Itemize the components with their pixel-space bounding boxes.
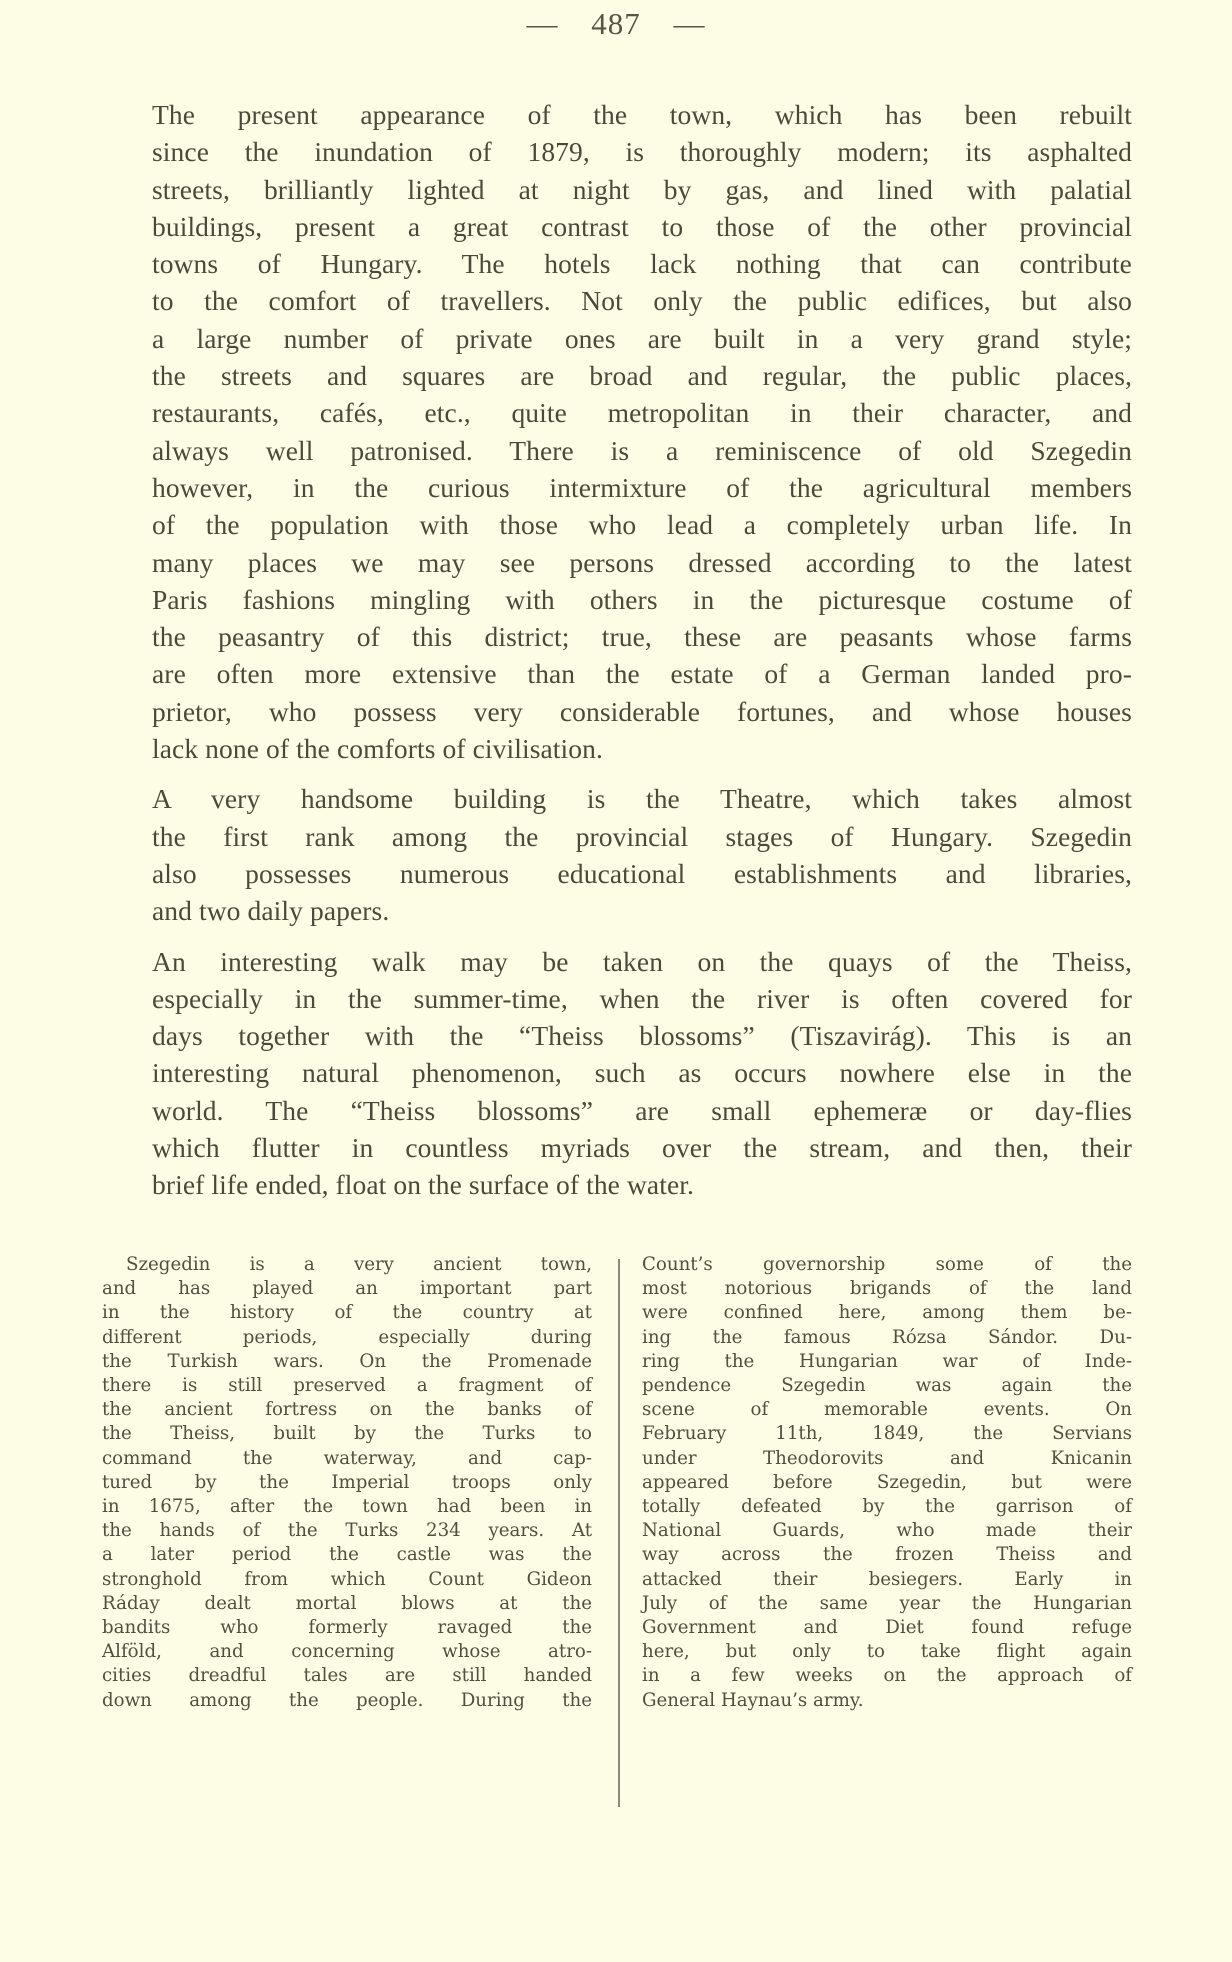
text-line: since the inundation of 1879, is thoroughly modern; its asphalted xyxy=(152,136,1132,168)
text-line: Paris fashions mingling with others in the picturesque costume of xyxy=(152,583,1132,615)
page-number: — 487 — xyxy=(526,6,706,41)
text-line: ring the Hungarian war of Inde- xyxy=(642,1350,1132,1372)
text-line: Ráday dealt mortal blows at the xyxy=(102,1592,592,1614)
text-line: towns of Hungary. The hotels lack nothing that can contribute xyxy=(152,248,1132,280)
text-line: especially in the summer-time, when the river is often covered for xyxy=(152,982,1132,1014)
text-line: brief life ended, float on the surface of the water. xyxy=(152,1169,694,1201)
text-line: lack none of the comforts of civilisation. xyxy=(152,733,603,765)
text-line: National Guards, who made their xyxy=(642,1520,1132,1542)
text-line: tured by the Imperial troops only xyxy=(102,1471,592,1493)
text-line: world. The “Theiss blossoms” are small ephemeræ or day-flies xyxy=(152,1094,1132,1126)
text-line: July of the same year the Hungarian xyxy=(642,1592,1132,1614)
paragraph-town-appearance xyxy=(100,96,1132,767)
main-text-body xyxy=(100,96,1132,1204)
text-line: streets, brilliantly lighted at night by gas, and lined with palatial xyxy=(152,173,1132,205)
text-line: A very handsome building is the Theatre, which takes almost xyxy=(152,783,1132,815)
text-line: different periods, especially during xyxy=(102,1326,592,1348)
text-line: the Turkish wars. On the Promenade xyxy=(102,1350,592,1372)
text-line: which flutter in countless myriads over the stream, and then, their xyxy=(152,1132,1132,1164)
text-line: Count’s governorship some of the xyxy=(642,1254,1132,1275)
text-line: Government and Diet found refuge xyxy=(642,1617,1132,1639)
text-line: command the waterway, and cap- xyxy=(102,1447,592,1469)
text-line: a large number of private ones are built in a very grand style; xyxy=(152,322,1132,354)
text-line: however, in the curious intermixture of the agricultural members xyxy=(152,471,1132,503)
text-line: February 11th, 1849, the Servians xyxy=(642,1423,1132,1445)
text-line: Szegedin is a very ancient town, xyxy=(126,1254,592,1275)
text-line: buildings, present a great contrast to those of the other provincial xyxy=(152,210,1132,242)
text-line: scene of memorable events. On xyxy=(642,1399,1132,1421)
paragraph-theatre xyxy=(100,780,1132,929)
text-line: under Theodorovits and Knicanin xyxy=(642,1447,1132,1469)
text-line: attacked their besiegers. Early in xyxy=(642,1568,1132,1590)
text-line: down among the people. During the xyxy=(102,1689,592,1711)
column-divider-rule xyxy=(618,1259,620,1807)
text-line: the Theiss, built by the Turks to xyxy=(102,1423,592,1445)
text-line: always well patronised. There is a reminiscence of old Szegedin xyxy=(152,434,1132,466)
text-line: in the history of the country at xyxy=(102,1302,592,1324)
right-column xyxy=(642,1253,1132,1713)
text-line: are often more extensive than the estate of a German landed pro- xyxy=(152,658,1132,690)
text-line: totally defeated by the garrison of xyxy=(642,1496,1132,1518)
text-line: pendence Szegedin was again the xyxy=(642,1375,1132,1397)
text-line: appeared before Szegedin, but were xyxy=(642,1471,1132,1493)
text-line: most notorious brigands of the land xyxy=(642,1278,1132,1300)
text-line: Alföld, and concerning whose atro- xyxy=(102,1641,592,1663)
text-line: prietor, who possess very considerable fortunes, and whose houses xyxy=(152,695,1132,727)
text-line: the ancient fortress on the banks of xyxy=(102,1399,592,1421)
text-line: many places we may see persons dressed according to the latest xyxy=(152,546,1132,578)
text-line: of the population with those who lead a completely urban life. In xyxy=(152,509,1132,541)
text-line: in a few weeks on the approach of xyxy=(642,1665,1132,1687)
text-line: cities dreadful tales are still handed xyxy=(102,1665,592,1687)
left-column xyxy=(102,1253,592,1713)
text-line: ing the famous Rózsa Sándor. Du- xyxy=(642,1326,1132,1348)
text-line: the peasantry of this district; true, these are peasants whose farms xyxy=(152,621,1132,653)
text-line: in 1675, after the town had been in xyxy=(102,1496,592,1518)
text-line: General Haynau’s army. xyxy=(642,1689,864,1711)
text-line: a later period the castle was the xyxy=(102,1544,592,1566)
text-line: to the comfort of travellers. Not only the public edifices, but also xyxy=(152,285,1132,317)
text-line: The present appearance of the town, which has been rebuilt xyxy=(152,99,1132,130)
text-line: the streets and squares are broad and regular, the public places, xyxy=(152,360,1132,392)
text-line: way across the frozen Theiss and xyxy=(642,1544,1132,1566)
text-line: the hands of the Turks 234 years. At xyxy=(102,1520,592,1542)
text-line: An interesting walk may be taken on the quays of the Theiss, xyxy=(152,945,1132,977)
text-line: and two daily papers. xyxy=(152,895,390,927)
text-line: and has played an important part xyxy=(102,1278,592,1300)
two-column-history-section xyxy=(100,1253,1132,1813)
text-line: interesting natural phenomenon, such as occurs nowhere else in the xyxy=(152,1057,1132,1089)
text-line: days together with the “Theiss blossoms” (Tiszavirág). This is an xyxy=(152,1020,1132,1052)
paragraph-theiss-blossoms xyxy=(100,943,1132,1204)
text-line: stronghold from which Count Gideon xyxy=(102,1568,592,1590)
text-line: also possesses numerous educational establishments and libraries, xyxy=(152,857,1132,889)
text-line: here, but only to take flight again xyxy=(642,1641,1132,1663)
text-line: bandits who formerly ravaged the xyxy=(102,1617,592,1639)
text-line: there is still preserved a fragment of xyxy=(102,1375,592,1397)
text-line: restaurants, cafés, etc., quite metropolitan in their character, and xyxy=(152,397,1132,429)
text-line: the first rank among the provincial stages of Hungary. Szegedin xyxy=(152,820,1132,852)
text-line: were confined here, among them be- xyxy=(642,1302,1132,1324)
